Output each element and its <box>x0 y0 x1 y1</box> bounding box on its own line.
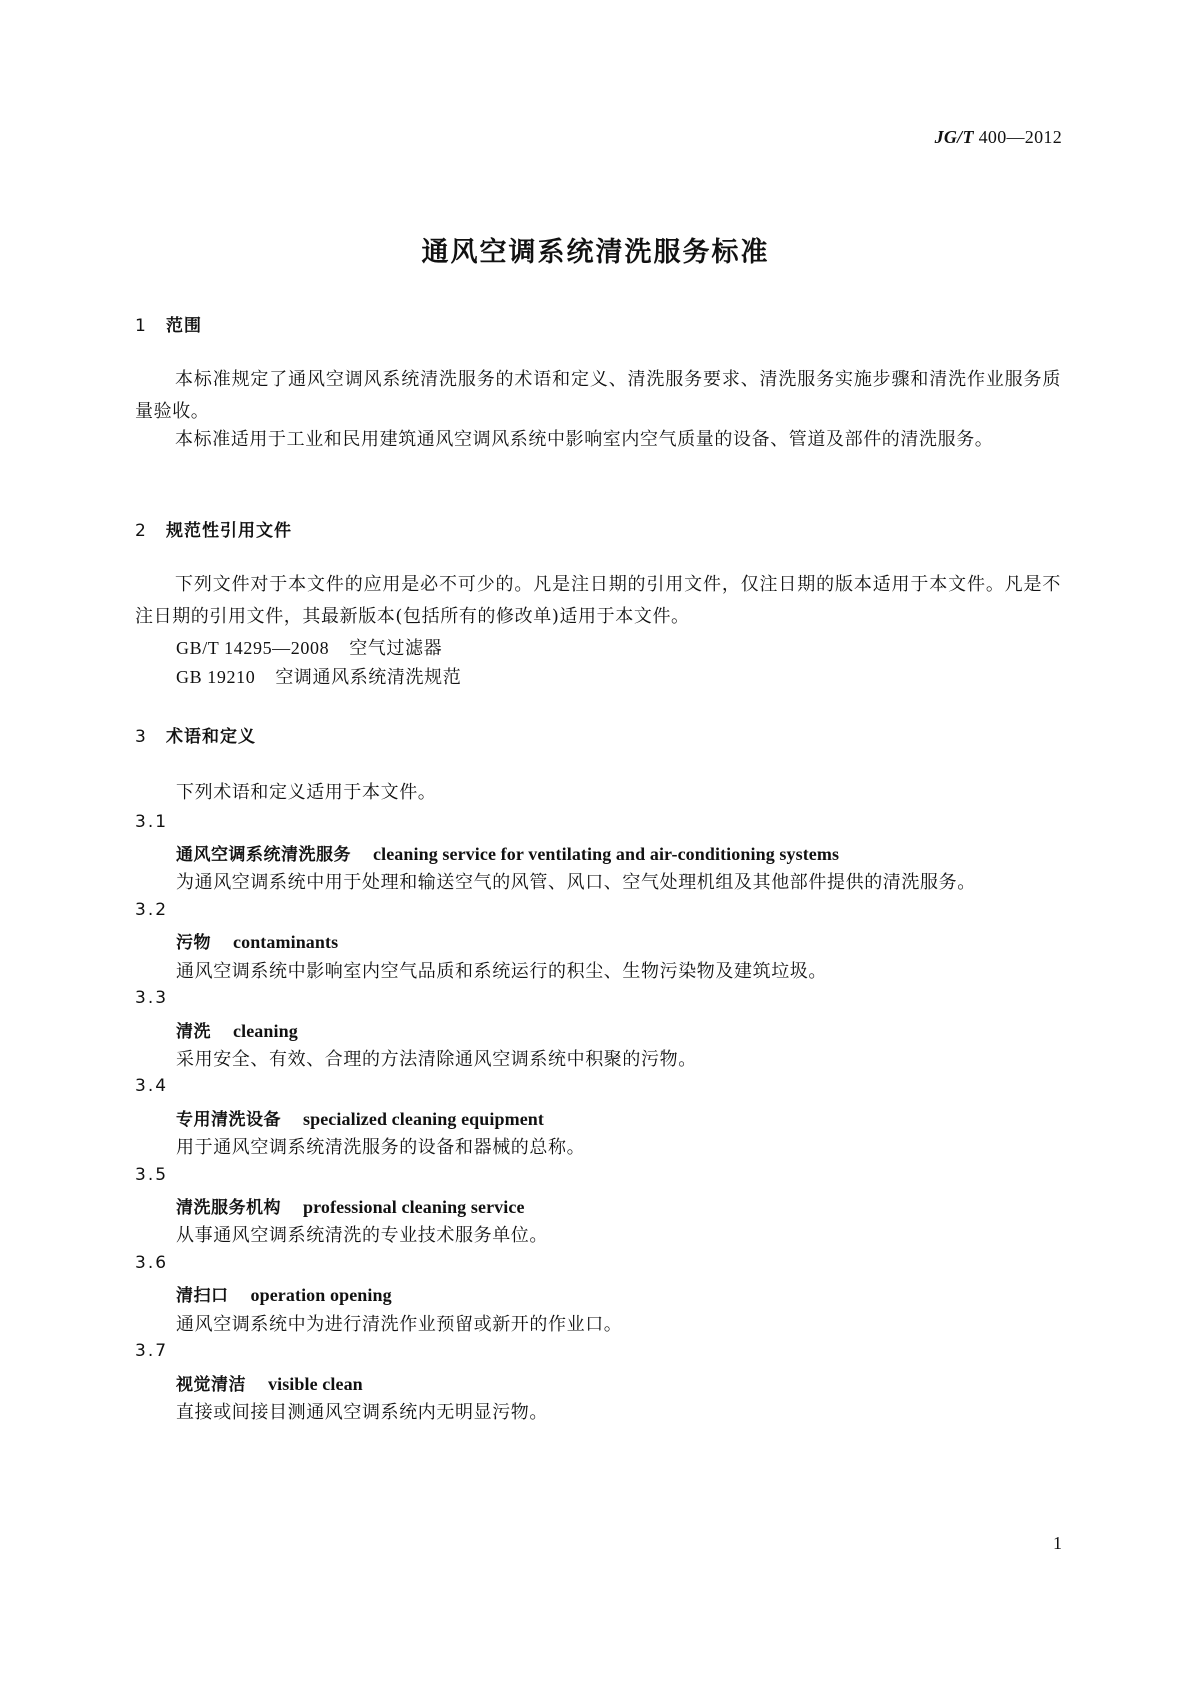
section-heading-references <box>135 516 292 541</box>
term-definition: 用于通风空调系统清洗服务的设备和器械的总称。 <box>176 1137 586 1158</box>
references-paragraph: 下列文件对于本文件的应用是必不可少的。凡是注日期的引用文件，仅注日期的版本适用于本文件。凡是不注日期的引用文件，其最新版本(包括所有的修改单)适用于本文件。 <box>135 574 1061 627</box>
term-chinese: 清洗服务机构 <box>176 1198 281 1218</box>
term-english: operation opening <box>250 1285 392 1305</box>
term-heading <box>176 1105 544 1130</box>
section-title: 术语和定义 <box>166 727 256 747</box>
term-definition: 从事通风空调系统清洗的专业技术服务单位。 <box>176 1225 548 1246</box>
terms-intro: 下列术语和定义适用于本文件。 <box>176 782 437 803</box>
reference-title: 空气过滤器 <box>349 638 443 659</box>
term-chinese: 通风空调系统清洗服务 <box>176 845 351 865</box>
reference-code: GB 19210 <box>176 667 256 687</box>
section-number: 1 <box>135 316 147 336</box>
reference-title: 空调通风系统清洗规范 <box>275 667 462 688</box>
term-heading <box>176 1281 392 1306</box>
term-english: cleaning service for ventilating and air-conditioning systems <box>373 844 840 864</box>
term-chinese: 专用清洗设备 <box>176 1110 281 1130</box>
term-number: 3.2 <box>135 900 169 920</box>
term-chinese: 清扫口 <box>176 1286 229 1306</box>
term-english: contaminants <box>233 932 339 952</box>
scope-paragraph-2: 本标准适用于工业和民用建筑通风空调风系统中影响室内空气质量的设备、管道及部件的清洗服务。 <box>175 429 994 450</box>
term-definition: 直接或间接目测通风空调系统内无明显污物。 <box>176 1402 548 1423</box>
section-heading-scope <box>135 311 202 336</box>
term-definition: 采用安全、有效、合理的方法清除通风空调系统中积聚的污物。 <box>176 1049 697 1070</box>
standard-code-prefix: JG/T <box>934 127 974 147</box>
term-chinese: 视觉清洁 <box>176 1375 246 1395</box>
term-number: 3.1 <box>135 812 169 832</box>
standard-code-number: 400—2012 <box>978 127 1062 147</box>
section-heading-terms <box>135 722 256 747</box>
page-number: 1 <box>1053 1533 1062 1553</box>
term-definition: 通风空调系统中为进行清洗作业预留或新开的作业口。 <box>176 1314 623 1335</box>
term-heading <box>176 928 338 953</box>
term-english: visible clean <box>268 1374 363 1394</box>
term-number: 3.4 <box>135 1076 169 1096</box>
section-title: 范围 <box>166 316 202 336</box>
term-english: professional cleaning service <box>303 1197 525 1217</box>
term-chinese: 污物 <box>176 933 211 953</box>
scope-paragraph-1: 本标准规定了通风空调风系统清洗服务的术语和定义、清洗服务要求、清洗服务实施步骤和清洗作业服务质量验收。 <box>135 369 1061 422</box>
section-number: 3 <box>135 727 147 747</box>
term-definition: 为通风空调系统中用于处理和输送空气的风管、风口、空气处理机组及其他部件提供的清洗服务。 <box>176 872 976 893</box>
term-heading <box>176 840 839 865</box>
term-definition: 通风空调系统中影响室内空气品质和系统运行的积尘、生物污染物及建筑垃圾。 <box>176 961 827 982</box>
term-english: cleaning <box>233 1021 298 1041</box>
term-chinese: 清洗 <box>176 1022 211 1042</box>
term-heading <box>176 1370 363 1395</box>
term-number: 3.7 <box>135 1341 169 1361</box>
reference-code: GB/T 14295—2008 <box>176 638 330 658</box>
document-title: 通风空调系统清洗服务标准 <box>421 237 770 268</box>
term-number: 3.3 <box>135 988 169 1008</box>
term-number: 3.6 <box>135 1253 169 1273</box>
term-heading <box>176 1193 525 1218</box>
term-heading <box>176 1017 298 1042</box>
reference-item <box>176 663 461 689</box>
term-number: 3.5 <box>135 1165 169 1185</box>
section-title: 规范性引用文件 <box>166 521 292 541</box>
reference-item <box>176 634 442 660</box>
term-english: specialized cleaning equipment <box>303 1109 544 1129</box>
section-number: 2 <box>135 521 147 541</box>
standard-code <box>800 127 1062 148</box>
